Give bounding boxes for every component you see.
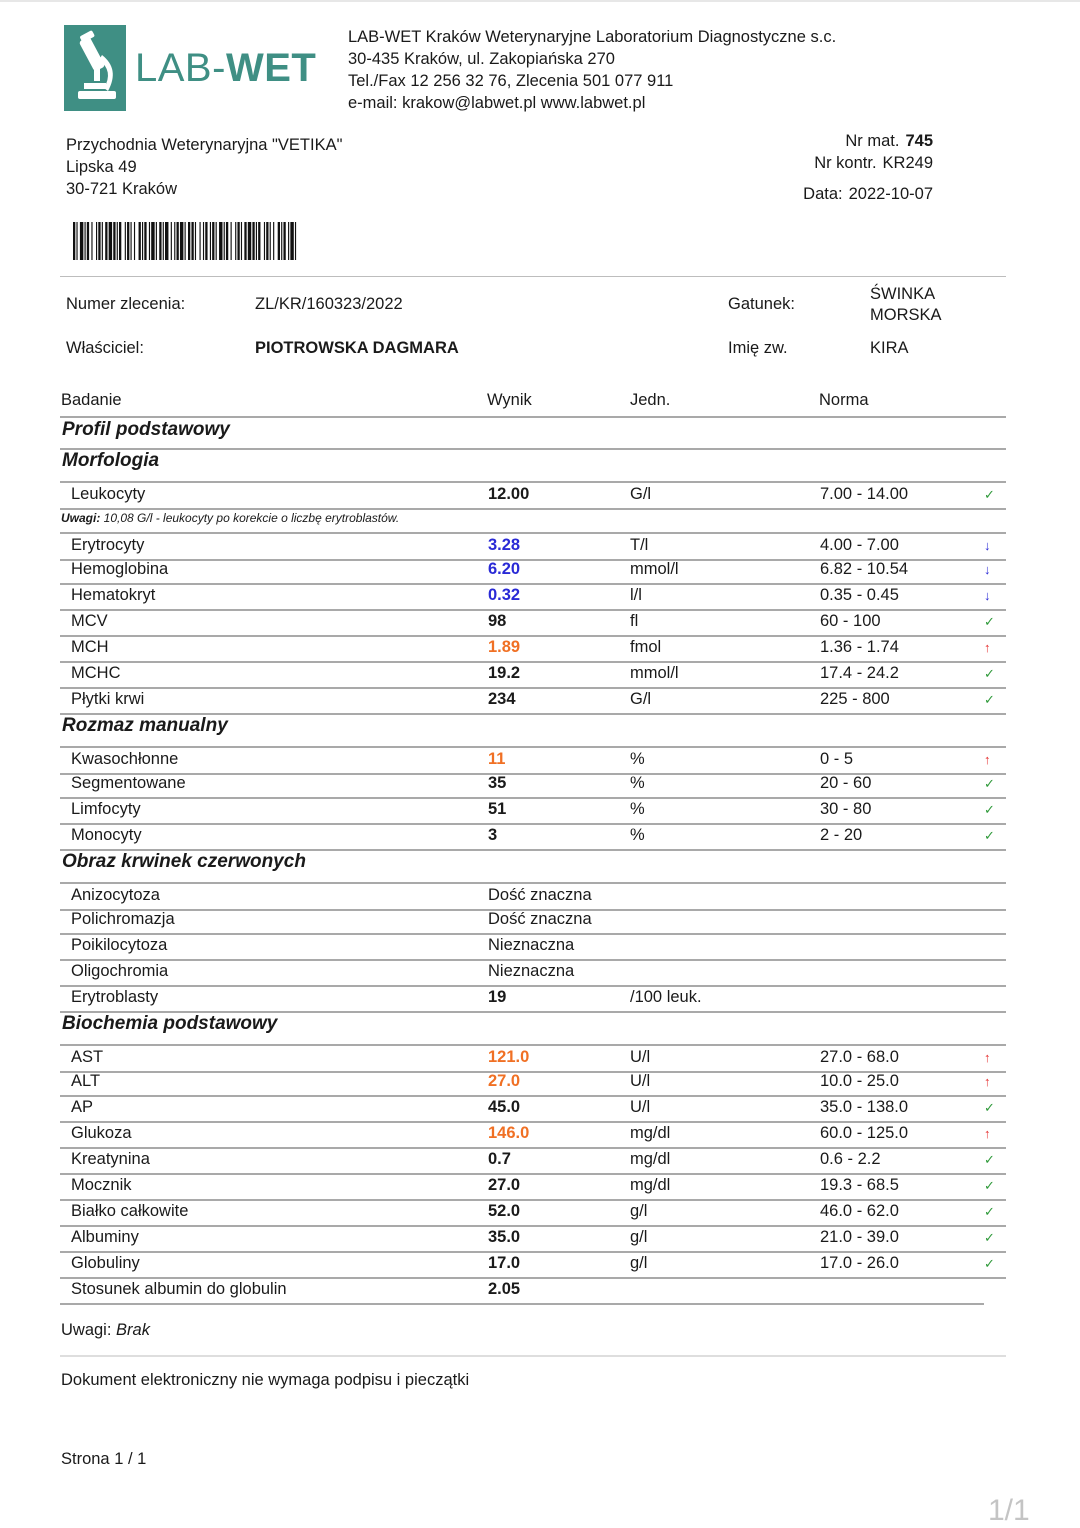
test-name: Monocyty <box>71 826 142 844</box>
barcode-bar <box>76 222 77 260</box>
test-name: Hematokryt <box>71 586 156 604</box>
test-name: Białko całkowite <box>71 1202 189 1220</box>
test-unit: mg/dl <box>630 1124 671 1142</box>
barcode-bar <box>273 222 274 260</box>
header-divider <box>60 416 1006 418</box>
barcode-bar <box>281 222 282 260</box>
result-row <box>60 908 1006 935</box>
result-row <box>60 1148 1006 1175</box>
test-result: 11 <box>488 750 506 768</box>
animal-name-value: KIRA <box>870 339 909 357</box>
barcode-bar <box>210 222 211 260</box>
test-name: Anizocytoza <box>71 886 160 904</box>
test-unit: l/l <box>630 586 642 604</box>
barcode-bar <box>258 222 260 260</box>
test-name: Erytrocyty <box>71 536 145 554</box>
test-name: ALT <box>71 1072 101 1090</box>
remarks-label: Uwagi: <box>61 1321 112 1339</box>
lab-email: e-mail: krakow@labwet.pl www.labwet.pl <box>348 94 646 112</box>
barcode-bar <box>248 222 251 260</box>
order-number-label: Numer zlecenia: <box>66 295 186 313</box>
section-title: Morfologia <box>62 450 160 471</box>
note-text: 10,08 G/l - leukocyty po korekcie o liczbę erytroblastów. <box>100 511 400 525</box>
test-name: MCH <box>71 638 109 656</box>
test-name: Mocznik <box>71 1176 132 1194</box>
test-name: Limfocyty <box>71 800 141 818</box>
result-row <box>60 746 1006 775</box>
barcode-bar <box>252 222 254 260</box>
arrow-up-icon: ↑ <box>984 640 991 655</box>
barcode-bar <box>264 222 265 260</box>
remarks-value: Brak <box>116 1321 150 1339</box>
profile-title: Profil podstawowy <box>62 419 230 440</box>
barcode-bar <box>119 222 121 260</box>
barcode-bar <box>142 222 143 260</box>
barcode-bar <box>256 222 257 260</box>
document-meta <box>803 130 933 205</box>
barcode-bar <box>241 222 242 260</box>
result-row <box>60 532 1006 561</box>
test-unit: G/l <box>630 485 652 503</box>
check-icon: ✓ <box>984 1100 995 1115</box>
result-row <box>60 688 1006 715</box>
test-result: 27.0 <box>488 1072 521 1090</box>
barcode-bar <box>224 222 225 260</box>
viewer-page-indicator: 1/1 <box>988 1494 1030 1527</box>
species-label: Gatunek: <box>728 295 795 313</box>
test-name: Płytki krwi <box>71 690 145 708</box>
test-name: AST <box>71 1048 104 1066</box>
nr-kontr-label: Nr kontr. <box>814 154 877 172</box>
barcode-bar <box>105 222 107 260</box>
test-unit: g/l <box>630 1202 648 1220</box>
column-header-test: Badanie <box>61 391 122 409</box>
test-unit: % <box>630 800 645 818</box>
test-norm: 30 - 80 <box>820 800 872 818</box>
column-header-unit: Jedn. <box>630 391 671 409</box>
barcode-bar <box>174 222 175 260</box>
test-name: MCV <box>71 612 108 630</box>
barcode-bar <box>98 222 100 260</box>
barcode-bar <box>109 222 112 260</box>
lab-phone: Tel./Fax 12 256 32 76, Zlecenia 501 077 911 <box>348 72 674 90</box>
barcode-bar <box>139 222 141 260</box>
leukocyte-note <box>61 511 399 525</box>
test-result: 35.0 <box>488 1228 521 1246</box>
test-norm: 21.0 - 39.0 <box>820 1228 899 1246</box>
barcode-bar <box>244 222 246 260</box>
test-norm: 35.0 - 138.0 <box>820 1098 909 1116</box>
nr-mat-label: Nr mat. <box>845 132 900 150</box>
barcode-bar <box>205 222 207 260</box>
result-row <box>60 636 1006 663</box>
test-unit: G/l <box>630 690 652 708</box>
barcode-bar <box>278 222 280 260</box>
test-norm: 60 - 100 <box>820 612 881 630</box>
result-row <box>60 610 1006 637</box>
check-icon: ✓ <box>984 776 995 791</box>
barcode-bar <box>191 222 193 260</box>
test-unit: /100 leuk. <box>630 988 702 1006</box>
test-name: Globuliny <box>71 1254 140 1272</box>
owner-value: PIOTROWSKA DAGMARA <box>255 339 459 357</box>
check-icon: ✓ <box>984 1256 995 1271</box>
test-norm: 1.36 - 1.74 <box>820 638 899 656</box>
species-value-line1: ŚWINKA <box>870 285 936 303</box>
check-icon: ✓ <box>984 1178 995 1193</box>
test-norm: 6.82 - 10.54 <box>820 560 909 578</box>
test-unit: fl <box>630 612 639 630</box>
arrow-down-icon: ↓ <box>984 562 991 577</box>
result-row <box>60 584 1006 611</box>
client-address-block <box>66 134 342 200</box>
test-result: 0.7 <box>488 1150 511 1168</box>
test-unit: mmol/l <box>630 664 679 682</box>
test-result: 12.00 <box>488 485 530 503</box>
microscope-logo-icon <box>64 25 126 111</box>
result-row <box>60 1252 1006 1279</box>
test-norm: 46.0 - 62.0 <box>820 1202 899 1220</box>
test-result: 17.0 <box>488 1254 521 1272</box>
test-result: Dość znaczna <box>488 910 592 928</box>
check-icon: ✓ <box>984 828 995 843</box>
test-unit: mmol/l <box>630 560 679 578</box>
barcode-bar <box>144 222 146 260</box>
result-row <box>60 772 1006 799</box>
test-name: MCHC <box>71 664 121 682</box>
check-icon: ✓ <box>984 692 995 707</box>
barcode-bar <box>290 222 293 260</box>
test-unit: U/l <box>630 1072 651 1090</box>
barcode-bar <box>295 222 296 260</box>
test-norm: 0.35 - 0.45 <box>820 586 899 604</box>
footer-divider <box>60 1355 1006 1357</box>
client-street: Lipska 49 <box>66 158 137 176</box>
barcode-bar <box>237 222 239 260</box>
test-norm: 17.4 - 24.2 <box>820 664 899 682</box>
page-number: Strona 1 / 1 <box>61 1450 147 1468</box>
test-name: Erytroblasty <box>71 988 159 1006</box>
test-result: 51 <box>488 800 507 818</box>
lab-wet-logo-text: LAB-WET <box>135 46 317 90</box>
barcode-bar <box>235 222 236 260</box>
test-unit: % <box>630 826 645 844</box>
lab-name: LAB-WET Kraków Weterynaryjne Laboratorium Diagnostyczne s.c. <box>348 28 837 46</box>
result-row <box>60 986 1006 1013</box>
test-norm: 225 - 800 <box>820 690 890 708</box>
result-row <box>60 1070 1006 1097</box>
test-name: Hemoglobina <box>71 560 169 578</box>
barcode-bar <box>165 222 168 260</box>
check-icon: ✓ <box>984 1204 995 1219</box>
test-name: Glukoza <box>71 1124 132 1142</box>
section-title: Rozmaz manualny <box>62 715 228 736</box>
result-row <box>60 558 1006 585</box>
test-result: 0.32 <box>488 586 521 604</box>
test-norm: 19.3 - 68.5 <box>820 1176 899 1194</box>
barcode-bar <box>85 222 86 260</box>
test-name: Oligochromia <box>71 962 169 980</box>
barcode-bar <box>212 222 214 260</box>
test-name: Leukocyty <box>71 485 146 503</box>
barcode-bar <box>203 222 204 260</box>
test-unit: g/l <box>630 1228 648 1246</box>
test-unit: % <box>630 774 645 792</box>
test-name: Kreatynina <box>71 1150 150 1168</box>
arrow-up-icon: ↑ <box>984 752 991 767</box>
test-result: Dość znaczna <box>488 886 592 904</box>
electronic-document-note: Dokument elektroniczny nie wymaga podpisu i pieczątki <box>61 1371 470 1389</box>
barcode-bar <box>188 222 190 260</box>
barcode-bar <box>171 222 172 260</box>
test-norm: 20 - 60 <box>820 774 872 792</box>
result-row <box>60 798 1006 825</box>
test-unit: g/l <box>630 1254 648 1272</box>
viewer-top-border <box>0 0 1080 2</box>
barcode-bar <box>73 222 75 260</box>
result-row <box>60 1278 984 1305</box>
barcode-bar <box>288 222 289 260</box>
test-result: 19.2 <box>488 664 521 682</box>
note-label: Uwagi: <box>61 511 101 525</box>
owner-label: Właściciel: <box>66 339 144 357</box>
arrow-up-icon: ↑ <box>984 1050 991 1065</box>
check-icon: ✓ <box>984 1230 995 1245</box>
result-row <box>60 934 1006 961</box>
test-unit: % <box>630 750 645 768</box>
arrow-down-icon: ↓ <box>984 538 991 553</box>
barcode-image <box>73 222 297 260</box>
arrow-up-icon: ↑ <box>984 1074 991 1089</box>
arrow-down-icon: ↓ <box>984 588 991 603</box>
barcode-bar <box>80 222 83 260</box>
client-city: 30-721 Kraków <box>66 180 177 198</box>
test-norm: 60.0 - 125.0 <box>820 1124 909 1142</box>
test-result: Nieznaczna <box>488 962 575 980</box>
barcode-bar <box>127 222 129 260</box>
check-icon: ✓ <box>984 1152 995 1167</box>
check-icon: ✓ <box>984 666 995 681</box>
test-result: 98 <box>488 612 507 630</box>
test-result: 2.05 <box>488 1280 521 1298</box>
test-result: 3.28 <box>488 536 521 554</box>
section-title: Biochemia podstawowy <box>62 1013 278 1034</box>
test-result: 6.20 <box>488 560 521 578</box>
nr-kontr-value: KR249 <box>882 154 933 172</box>
test-name: AP <box>71 1098 94 1116</box>
barcode-bar <box>113 222 115 260</box>
client-name: Przychodnia Weterynaryjna "VETIKA" <box>66 136 343 154</box>
barcode-bar <box>219 222 222 260</box>
barcode-bar <box>185 222 186 260</box>
test-result: 234 <box>488 690 516 708</box>
test-result: 27.0 <box>488 1176 521 1194</box>
test-name: Stosunek albumin do globulin <box>71 1280 287 1298</box>
barcode-bar <box>159 222 161 260</box>
barcode-bar <box>270 222 271 260</box>
animal-name-label: Imię zw. <box>728 339 788 357</box>
barcode-bar <box>117 222 118 260</box>
test-result: 35 <box>488 774 507 792</box>
barcode-bar <box>200 222 201 260</box>
result-row <box>60 824 1006 851</box>
barcode-bar <box>180 222 183 260</box>
result-row <box>60 1200 1006 1227</box>
check-icon: ✓ <box>984 487 995 502</box>
barcode-bar <box>266 222 268 260</box>
test-name: Albuminy <box>71 1228 139 1246</box>
barcode-bar <box>195 222 196 260</box>
result-row <box>60 1044 1006 1073</box>
barcode-bar <box>102 222 103 260</box>
result-row <box>60 1226 1006 1253</box>
test-unit: U/l <box>630 1048 651 1066</box>
barcode-bar <box>151 222 154 260</box>
test-unit: fmol <box>630 638 662 656</box>
test-norm: 17.0 - 26.0 <box>820 1254 899 1272</box>
test-result: 3 <box>488 826 498 844</box>
test-result: 45.0 <box>488 1098 521 1116</box>
test-unit: U/l <box>630 1098 651 1116</box>
check-icon: ✓ <box>984 614 995 629</box>
barcode-bar <box>134 222 135 260</box>
column-header-result: Wynik <box>487 391 532 409</box>
barcode-bar <box>226 222 228 260</box>
test-result: 1.89 <box>488 638 521 656</box>
test-norm: 27.0 - 68.0 <box>820 1048 899 1066</box>
barcode-bar <box>283 222 285 260</box>
barcode-bar <box>91 222 92 260</box>
column-header-norm: Norma <box>819 391 869 409</box>
result-row <box>60 481 1006 510</box>
test-result: 121.0 <box>488 1048 530 1066</box>
test-result: 52.0 <box>488 1202 521 1220</box>
barcode-bar <box>96 222 97 260</box>
nr-mat-value: 745 <box>905 132 933 150</box>
barcode-bar <box>125 222 126 260</box>
test-unit: T/l <box>630 536 649 554</box>
barcode-bar <box>131 222 132 260</box>
barcode-bar <box>87 222 89 260</box>
test-result: 146.0 <box>488 1124 530 1142</box>
result-row <box>60 960 1006 987</box>
test-norm: 0 - 5 <box>820 750 854 768</box>
barcode-bar <box>216 222 217 260</box>
date-value: 2022-10-07 <box>848 185 933 203</box>
barcode-bar <box>163 222 164 260</box>
divider <box>60 448 1006 450</box>
result-row <box>60 1174 1006 1201</box>
test-name: Poikilocytoza <box>71 936 168 954</box>
lab-address: 30-435 Kraków, ul. Zakopiańska 270 <box>348 50 615 68</box>
arrow-up-icon: ↑ <box>984 1126 991 1141</box>
test-unit: mg/dl <box>630 1176 671 1194</box>
barcode-bar <box>149 222 150 260</box>
divider <box>60 276 1006 277</box>
check-icon: ✓ <box>984 802 995 817</box>
barcode-bar <box>231 222 232 260</box>
test-norm: 2 - 20 <box>820 826 863 844</box>
result-row <box>60 1122 1006 1149</box>
test-norm: 10.0 - 25.0 <box>820 1072 899 1090</box>
result-row <box>60 1096 1006 1123</box>
date-label: Data: <box>803 185 843 203</box>
test-norm: 4.00 - 7.00 <box>820 536 899 554</box>
test-result: Nieznaczna <box>488 936 575 954</box>
section-title: Obraz krwinek czerwonych <box>62 851 306 872</box>
test-name: Kwasochłonne <box>71 750 179 768</box>
test-name: Segmentowane <box>71 774 186 792</box>
test-norm: 0.6 - 2.2 <box>820 1150 881 1168</box>
remarks <box>61 1321 150 1340</box>
result-row <box>60 882 1006 911</box>
order-number-value: ZL/KR/160323/2022 <box>255 295 403 313</box>
test-result: 19 <box>488 988 507 1006</box>
test-name: Polichromazja <box>71 910 175 928</box>
test-unit: mg/dl <box>630 1150 671 1168</box>
test-norm: 7.00 - 14.00 <box>820 485 909 503</box>
species-value-line2: MORSKA <box>870 306 942 324</box>
lab-address-block <box>348 26 836 114</box>
barcode-bar <box>156 222 157 260</box>
result-row <box>60 662 1006 689</box>
barcode-bar <box>177 222 179 260</box>
